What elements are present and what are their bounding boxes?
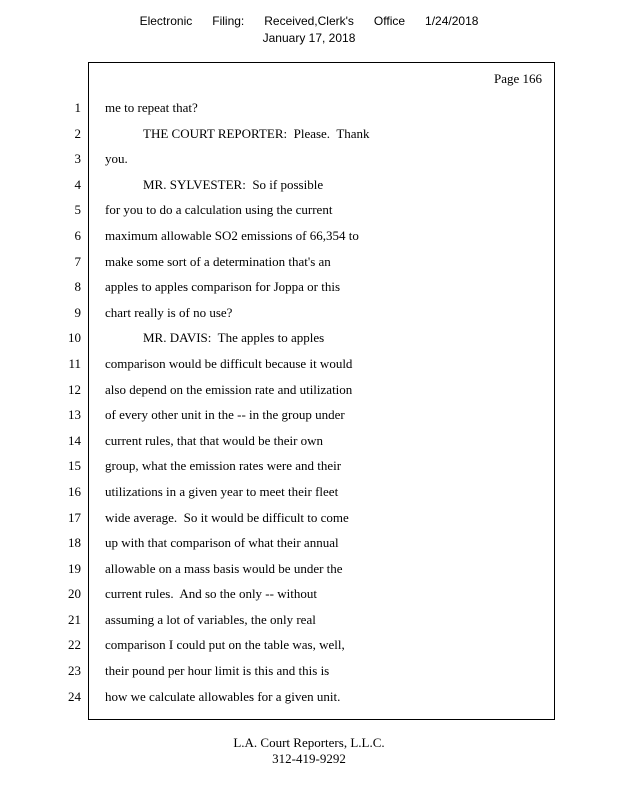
transcript-line: [68, 351, 554, 377]
transcript-line: [74, 249, 554, 275]
transcript-page-box: [68, 62, 555, 720]
line-text: their pound per hour limit is this and this is: [105, 663, 330, 679]
transcript-line: [68, 377, 554, 403]
line-number: 13: [68, 407, 81, 423]
transcript-line: [74, 172, 554, 198]
transcript-line: [74, 146, 554, 172]
transcript-line: [68, 581, 554, 607]
filing-stamp-word: Filing:: [212, 14, 245, 28]
transcript-line: [68, 325, 554, 351]
line-text: chart really is of no use?: [105, 304, 233, 320]
line-text: assuming a lot of variables, the only real: [105, 611, 316, 627]
line-text: comparison would be difficult because it would: [105, 355, 353, 371]
line-number: 1: [74, 100, 81, 115]
line-text: maximum allowable SO2 emissions of 66,354 to: [105, 227, 359, 243]
transcript-line: [68, 556, 554, 582]
filing-stamp-header: [0, 0, 618, 45]
line-text: of every other unit in the -- in the group under: [105, 407, 345, 423]
line-number: 9: [74, 304, 81, 320]
line-text: utilizations in a given year to meet their fleet: [105, 483, 339, 499]
line-number: 22: [68, 637, 81, 653]
transcript-line: [74, 223, 554, 249]
transcript-line: [68, 684, 554, 710]
transcript-line: [68, 607, 554, 633]
transcript-line: [74, 300, 554, 326]
transcript-line: [68, 428, 554, 454]
line-number: 6: [74, 227, 81, 243]
transcript-lines: [68, 95, 554, 709]
transcript-line: [68, 505, 554, 531]
line-number: 19: [68, 560, 81, 576]
transcript-line: [68, 658, 554, 684]
transcript-line: [68, 479, 554, 505]
line-number: 10: [68, 330, 81, 346]
line-text: current rules. And so the only -- without: [105, 586, 317, 602]
line-text: make some sort of a determination that's an: [105, 253, 331, 269]
reporter-name: L.A. Court Reporters, L.L.C.: [233, 735, 385, 750]
line-text: me to repeat that?: [105, 100, 198, 115]
line-text: comparison I could put on the table was, well,: [105, 637, 345, 653]
line-number: 4: [74, 176, 81, 192]
line-text: THE COURT REPORTER: Please. Thank: [143, 125, 370, 141]
line-number: 17: [68, 509, 81, 525]
line-text: allowable on a mass basis would be under the: [105, 560, 343, 576]
filing-stamp-word: Electronic: [139, 14, 193, 28]
reporter-footer: [0, 735, 618, 767]
page-number: Page 166: [493, 71, 542, 86]
hearing-date: January 17, 2018: [262, 31, 356, 45]
line-text: also depend on the emission rate and utilization: [105, 381, 353, 397]
line-text: apples to apples comparison for Joppa or this: [105, 279, 341, 295]
line-text: wide average. So it would be difficult to come: [105, 509, 349, 525]
line-text: MR. SYLVESTER: So if possible: [143, 176, 324, 192]
line-number: 24: [68, 688, 81, 704]
line-number: 12: [68, 381, 81, 397]
line-number: 21: [68, 611, 81, 627]
line-text: for you to do a calculation using the current: [105, 202, 333, 218]
transcript-line: [74, 95, 554, 121]
line-number: 18: [68, 535, 81, 551]
line-number: 23: [68, 663, 81, 679]
transcript-line: [74, 274, 554, 300]
filing-stamp-date: 1/24/2018: [425, 14, 479, 28]
line-text: MR. DAVIS: The apples to apples: [143, 330, 325, 346]
line-text: how we calculate allowables for a given unit.: [105, 688, 341, 704]
transcript-line: [68, 402, 554, 428]
line-number: 20: [68, 586, 81, 602]
filing-stamp-word: Office: [373, 14, 406, 28]
reporter-phone: 312-419-9292: [272, 751, 346, 766]
line-number: 5: [74, 202, 81, 218]
line-number: 11: [68, 355, 81, 371]
line-number: 15: [68, 458, 81, 474]
transcript-line: [68, 632, 554, 658]
line-text: you.: [105, 151, 128, 167]
line-number: 14: [68, 432, 81, 448]
filing-stamp-word: Received,Clerk's: [264, 14, 354, 28]
line-number: 8: [74, 279, 81, 295]
line-number: 7: [74, 253, 81, 269]
line-text: current rules, that that would be their own: [105, 432, 324, 448]
transcript-line: [74, 197, 554, 223]
filing-stamp-line: [0, 14, 618, 28]
transcript-line: [68, 453, 554, 479]
line-text: group, what the emission rates were and their: [105, 458, 342, 474]
line-number: 2: [74, 125, 81, 141]
transcript-line: [68, 530, 554, 556]
line-number: 3: [74, 151, 81, 167]
line-number: 16: [68, 483, 81, 499]
line-text: up with that comparison of what their annual: [105, 535, 339, 551]
transcript-line: [74, 121, 554, 147]
